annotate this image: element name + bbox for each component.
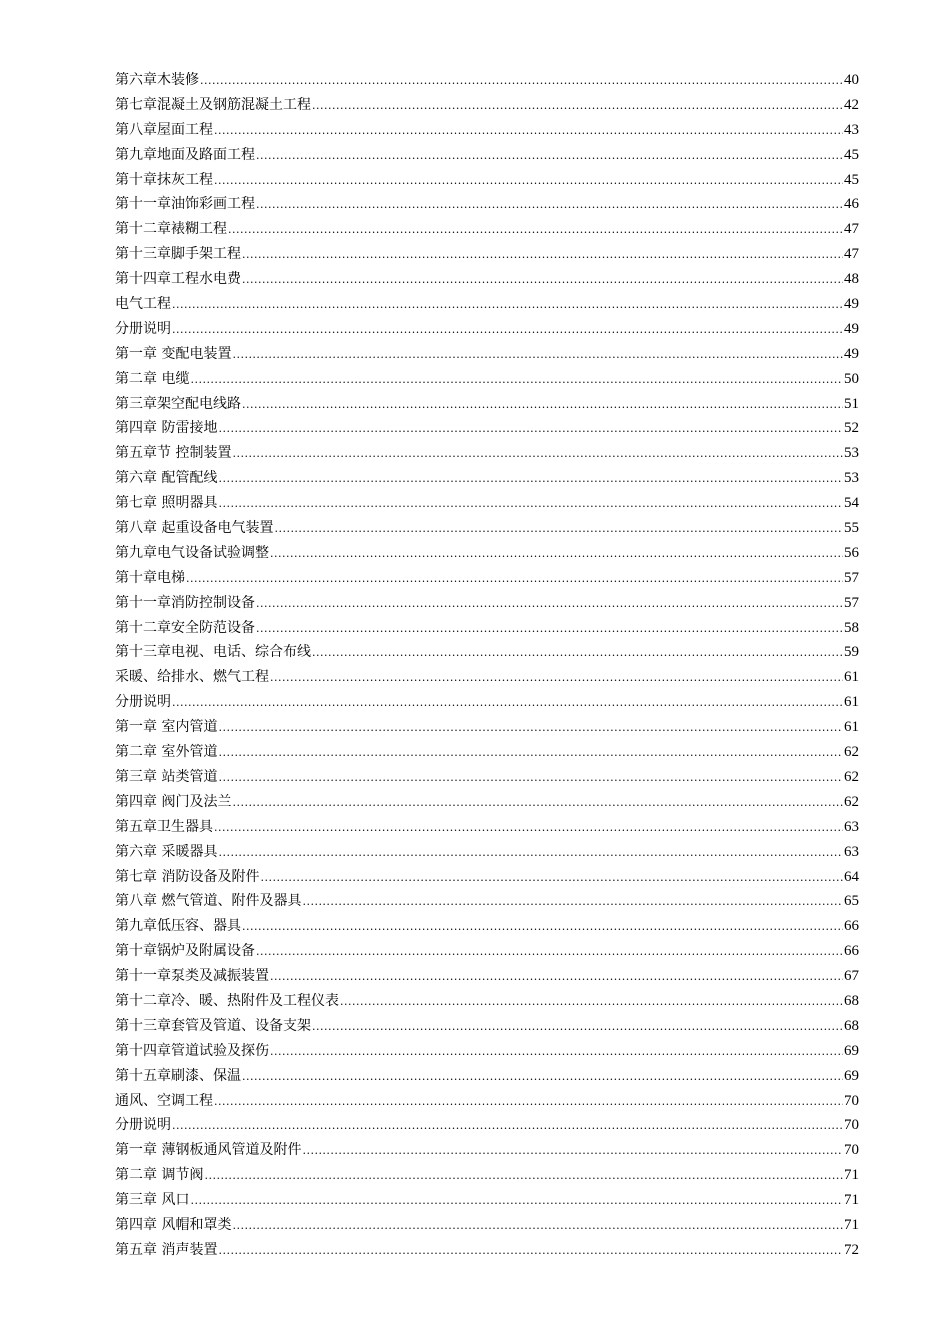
toc-entry[interactable] (115, 790, 859, 815)
toc-entry-title: 第二章 室外管道 (115, 744, 218, 761)
toc-dot-leader (340, 990, 843, 1015)
toc-entry[interactable] (115, 964, 859, 989)
toc-entry-page-number: 46 (844, 196, 859, 213)
toc-entry[interactable] (115, 1089, 859, 1114)
toc-entry[interactable] (115, 466, 859, 491)
toc-entry-page-number: 42 (844, 96, 859, 113)
toc-entry-page-number: 72 (844, 1241, 859, 1258)
toc-dot-leader (172, 1114, 843, 1139)
toc-entry-title: 第五章节 控制装置 (115, 445, 232, 462)
toc-entry-title: 第四章 阀门及法兰 (115, 793, 232, 810)
toc-entry-page-number: 69 (844, 1067, 859, 1084)
toc-entry-page-number: 68 (844, 992, 859, 1009)
toc-dot-leader (172, 293, 843, 318)
toc-entry-page-number: 66 (844, 918, 859, 935)
toc-dot-leader (270, 965, 843, 990)
toc-entry-page-number: 47 (844, 221, 859, 238)
toc-entry-page-number: 45 (844, 146, 859, 163)
toc-dot-leader (214, 169, 843, 194)
toc-dot-leader (190, 368, 843, 393)
toc-entry[interactable] (115, 1039, 859, 1064)
toc-dot-leader (232, 442, 843, 467)
toc-entry[interactable] (115, 1238, 859, 1263)
toc-dot-leader (214, 816, 843, 841)
toc-entry-page-number: 59 (844, 644, 859, 661)
toc-entry[interactable] (115, 1188, 859, 1213)
toc-entry-title: 第二章 调节阀 (115, 1167, 204, 1184)
toc-entry-page-number: 62 (844, 768, 859, 785)
toc-entry[interactable] (115, 168, 859, 193)
toc-dot-leader (232, 1214, 843, 1239)
toc-dot-leader (218, 417, 843, 442)
toc-entry-title: 分册说明 (115, 1117, 171, 1134)
toc-dot-leader (256, 592, 843, 617)
toc-dot-leader (270, 542, 843, 567)
toc-dot-leader (242, 915, 843, 940)
toc-entry-page-number: 70 (844, 1117, 859, 1134)
toc-entry-page-number: 68 (844, 1017, 859, 1034)
toc-entry-page-number: 71 (844, 1167, 859, 1184)
toc-entry-title: 第四章 防雷接地 (115, 420, 218, 437)
toc-dot-leader (312, 641, 843, 666)
toc-entry[interactable] (115, 815, 859, 840)
toc-dot-leader (214, 1090, 843, 1115)
toc-entry[interactable] (115, 889, 859, 914)
toc-entry-title: 采暖、给排水、燃气工程 (115, 669, 269, 686)
toc-entry-title: 第十四章工程水电费 (115, 271, 241, 288)
toc-entry[interactable] (115, 118, 859, 143)
toc-entry-page-number: 70 (844, 1092, 859, 1109)
toc-dot-leader (302, 890, 843, 915)
toc-dot-leader (256, 617, 843, 642)
toc-entry-title: 第五章 消声装置 (115, 1241, 218, 1258)
toc-entry[interactable] (115, 217, 859, 242)
toc-entry[interactable] (115, 1213, 859, 1238)
toc-entry-title: 第三章 风口 (115, 1192, 190, 1209)
toc-entry-title: 第十二章安全防范设备 (115, 619, 255, 636)
toc-entry-page-number: 45 (844, 171, 859, 188)
toc-entry-page-number: 65 (844, 893, 859, 910)
toc-entry-title: 第十二章冷、暖、热附件及工程仪表 (115, 992, 339, 1009)
toc-dot-leader (270, 666, 843, 691)
toc-dot-leader (274, 517, 843, 542)
toc-entry[interactable] (115, 1138, 859, 1163)
toc-entry[interactable] (115, 914, 859, 939)
toc-entry-page-number: 67 (844, 968, 859, 985)
toc-entry[interactable] (115, 939, 859, 964)
toc-entry-title: 第八章屋面工程 (115, 121, 213, 138)
toc-entry-title: 第四章 风帽和罩类 (115, 1216, 232, 1233)
toc-entry-page-number: 52 (844, 420, 859, 437)
toc-entry-page-number: 48 (844, 271, 859, 288)
toc-entry-page-number: 56 (844, 544, 859, 561)
toc-dot-leader (218, 492, 843, 517)
toc-entry[interactable] (115, 715, 859, 740)
toc-entry-title: 分册说明 (115, 320, 171, 337)
toc-entry[interactable] (115, 591, 859, 616)
toc-entry-title: 第十四章管道试验及探伤 (115, 1042, 269, 1059)
toc-entry[interactable] (115, 516, 859, 541)
toc-dot-leader (256, 193, 843, 218)
toc-entry[interactable] (115, 317, 859, 342)
toc-dot-leader (312, 1015, 843, 1040)
toc-entry[interactable] (115, 1064, 859, 1089)
toc-dot-leader (242, 268, 843, 293)
toc-entry-title: 第十一章泵类及减振装置 (115, 968, 269, 985)
toc-entry[interactable] (115, 392, 859, 417)
toc-entry-title: 第九章低压容、器具 (115, 918, 241, 935)
toc-entry[interactable] (115, 342, 859, 367)
toc-entry-title: 第六章木装修 (115, 72, 199, 88)
toc-entry-page-number: 71 (844, 1192, 859, 1209)
toc-dot-leader (312, 94, 843, 119)
toc-entry-title: 第十五章刷漆、保温 (115, 1067, 241, 1084)
toc-dot-leader (242, 393, 843, 418)
toc-entry[interactable] (115, 1014, 859, 1039)
toc-dot-leader (218, 741, 843, 766)
toc-entry-page-number: 62 (844, 744, 859, 761)
toc-entry-title: 第三章架空配电线路 (115, 395, 241, 412)
toc-dot-leader (204, 1164, 843, 1189)
toc-dot-leader (260, 866, 843, 891)
toc-dot-leader (218, 467, 843, 492)
toc-entry-page-number: 47 (844, 246, 859, 263)
toc-dot-leader (218, 841, 843, 866)
toc-entry[interactable] (115, 491, 859, 516)
toc-entry[interactable] (115, 143, 859, 168)
toc-entry-title: 第六章 配管配线 (115, 470, 218, 487)
toc-entry[interactable] (115, 765, 859, 790)
toc-entry[interactable] (115, 93, 859, 118)
toc-entry-title: 第十章锅炉及附属设备 (115, 943, 255, 960)
toc-entry-title: 第九章地面及路面工程 (115, 146, 255, 163)
toc-entry-title: 第十一章消防控制设备 (115, 594, 255, 611)
toc-entry[interactable] (115, 989, 859, 1014)
toc-dot-leader (218, 1239, 843, 1264)
toc-entry-title: 第八章 起重设备电气装置 (115, 520, 274, 537)
toc-entry-title: 第十章抹灰工程 (115, 171, 213, 188)
toc-entry-page-number: 49 (844, 345, 859, 362)
toc-entry-title: 第十二章裱糊工程 (115, 221, 227, 238)
toc-dot-leader (232, 343, 843, 368)
toc-entry-page-number: 63 (844, 818, 859, 835)
toc-entry[interactable] (115, 640, 859, 665)
toc-entry-title: 第一章 室内管道 (115, 719, 218, 736)
toc-entry[interactable] (115, 292, 859, 317)
toc-dot-leader (302, 1139, 843, 1164)
table-of-contents (115, 68, 859, 1263)
toc-entry[interactable] (115, 267, 859, 292)
toc-entry[interactable] (115, 665, 859, 690)
toc-entry-title: 第八章 燃气管道、附件及器具 (115, 893, 302, 910)
toc-entry-title: 第十章电梯 (115, 569, 185, 586)
toc-dot-leader (190, 1189, 843, 1214)
toc-entry[interactable] (115, 566, 859, 591)
toc-entry-title: 第十三章电视、电话、综合布线 (115, 644, 311, 661)
toc-entry[interactable] (115, 192, 859, 217)
toc-entry-title: 第二章 电缆 (115, 370, 190, 387)
toc-entry-page-number: 53 (844, 445, 859, 462)
toc-entry-title: 通风、空调工程 (115, 1092, 213, 1109)
toc-entry-page-number: 64 (844, 868, 859, 885)
toc-entry-page-number: 69 (844, 1042, 859, 1059)
toc-dot-leader (242, 243, 843, 268)
toc-entry-title: 第五章卫生器具 (115, 818, 213, 835)
toc-dot-leader (242, 1065, 843, 1090)
toc-dot-leader (186, 567, 843, 592)
toc-entry-page-number: 58 (844, 619, 859, 636)
toc-dot-leader (232, 791, 843, 816)
toc-entry-page-number: 57 (844, 594, 859, 611)
toc-entry-page-number: 63 (844, 843, 859, 860)
toc-entry-title: 第六章 采暖器具 (115, 843, 218, 860)
toc-entry[interactable] (115, 865, 859, 890)
toc-dot-leader (218, 766, 843, 791)
toc-entry-title: 第七章 消防设备及附件 (115, 868, 260, 885)
toc-entry[interactable] (115, 367, 859, 392)
toc-entry[interactable] (115, 416, 859, 441)
toc-entry-page-number: 70 (844, 1142, 859, 1159)
toc-dot-leader (200, 69, 843, 94)
toc-entry-title: 第九章电气设备试验调整 (115, 544, 269, 561)
toc-entry-title: 第一章 变配电装置 (115, 345, 232, 362)
toc-entry-page-number: 55 (844, 520, 859, 537)
toc-entry[interactable] (115, 690, 859, 715)
toc-dot-leader (214, 119, 843, 144)
toc-entry[interactable] (115, 541, 859, 566)
toc-entry-page-number: 54 (844, 495, 859, 512)
toc-entry[interactable] (115, 1113, 859, 1138)
toc-dot-leader (256, 144, 843, 169)
toc-entry-page-number: 61 (844, 719, 859, 736)
toc-entry-title: 第三章 站类管道 (115, 768, 218, 785)
toc-dot-leader (172, 318, 843, 343)
toc-entry-title: 第十三章套管及管道、设备支架 (115, 1017, 311, 1034)
toc-entry-title: 第七章 照明器具 (115, 495, 218, 512)
toc-entry-title: 分册说明 (115, 694, 171, 711)
toc-entry-page-number: 50 (844, 370, 859, 387)
toc-entry-page-number: 40 (844, 72, 859, 88)
toc-entry-page-number: 49 (844, 296, 859, 313)
toc-entry-page-number: 61 (844, 669, 859, 686)
toc-entry[interactable] (115, 1163, 859, 1188)
toc-entry[interactable] (115, 740, 859, 765)
toc-entry-page-number: 43 (844, 121, 859, 138)
toc-dot-leader (228, 218, 843, 243)
toc-entry-page-number: 49 (844, 320, 859, 337)
toc-entry-title: 第一章 薄钢板通风管道及附件 (115, 1142, 302, 1159)
toc-entry[interactable] (115, 840, 859, 865)
toc-entry-page-number: 51 (844, 395, 859, 412)
toc-entry-title: 第七章混凝土及钢筋混凝土工程 (115, 96, 311, 113)
toc-entry[interactable] (115, 441, 859, 466)
toc-entry-page-number: 53 (844, 470, 859, 487)
toc-entry[interactable] (115, 68, 859, 93)
toc-dot-leader (172, 691, 843, 716)
toc-entry[interactable] (115, 242, 859, 267)
toc-entry-page-number: 66 (844, 943, 859, 960)
toc-entry-title: 电气工程 (115, 296, 171, 313)
toc-entry-title: 第十一章油饰彩画工程 (115, 196, 255, 213)
toc-dot-leader (256, 940, 843, 965)
toc-dot-leader (218, 716, 843, 741)
toc-dot-leader (270, 1040, 843, 1065)
toc-entry-page-number: 71 (844, 1216, 859, 1233)
toc-entry[interactable] (115, 616, 859, 641)
toc-entry-page-number: 62 (844, 793, 859, 810)
toc-entry-page-number: 61 (844, 694, 859, 711)
toc-entry-page-number: 57 (844, 569, 859, 586)
toc-entry-title: 第十三章脚手架工程 (115, 246, 241, 263)
